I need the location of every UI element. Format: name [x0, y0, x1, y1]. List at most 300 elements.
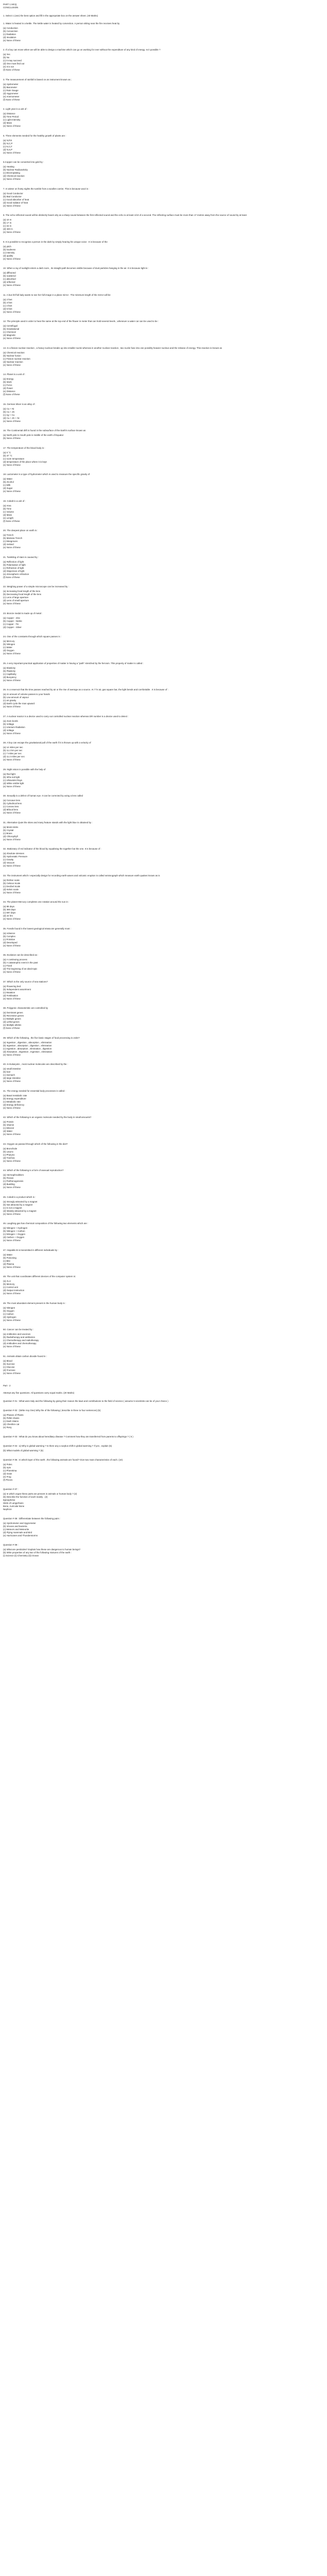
answer-option: (b) Nuclear Radioactivity	[3, 168, 28, 172]
question-item	[3, 927, 324, 947]
answer-option: (c) Nitrogen + Oxygen	[3, 1233, 26, 1236]
answer-option: (a) Distance	[3, 112, 15, 115]
answer-option: (c) 7 miles per sec	[3, 752, 22, 755]
answer-option: (b) Polarisation of light	[3, 563, 26, 566]
answer-option: (b) 365 days	[3, 908, 16, 911]
answer-option: (b) Barometer	[3, 86, 18, 89]
answer-option: (d) 11.2 miles per sec	[3, 755, 25, 758]
answer-option: (b) Time Period	[3, 115, 19, 118]
answer-option: (a) Cu + Ni	[3, 407, 14, 410]
answer-option: (d) Nuclear reaction	[3, 360, 23, 363]
answer-option: (a) Good Conductor	[3, 192, 23, 195]
sub-question: (a) What are pesticides? Explain how these are dangerous to human beings?	[3, 1548, 81, 1551]
question-stem: 15. German Silver is an alloy of :	[3, 402, 36, 405]
answer-option: (d) Earth cycle the man upward	[3, 702, 35, 705]
answer-option: (a) North pole to South pole is middle of the earth of Equator	[3, 434, 64, 437]
answer-option: (e) None of these	[3, 1080, 21, 1083]
answer-option: (c) Ag + Cu	[3, 413, 15, 416]
answer-option: (c) Capillarity	[3, 672, 16, 675]
answer-option: (c) Uranium Radiation	[3, 725, 25, 728]
answer-option: (b) Memory	[3, 1283, 15, 1286]
answer-option: (b) Infra-red light	[3, 775, 20, 778]
answer-option: (a) pitch	[3, 245, 11, 248]
answer-option: (e) None of these	[3, 204, 21, 207]
question-item	[3, 768, 324, 788]
answer-option: (a) Heating	[3, 165, 14, 168]
answer-option: (e) Anemometer	[3, 95, 20, 98]
answer-option: (e) None of these	[3, 705, 21, 708]
question-stem: 45. Cobalt is a product which is :	[3, 1195, 36, 1198]
essay-question-stem: Question # 05 : In which layer of the earth , the following animals are found? Give two main characteristics of each. (10)	[3, 1458, 123, 1461]
answer-option: (b) Ingestion , absorption , digestion , elimination	[3, 1044, 52, 1047]
essay-question-stem: Question # 08 : Differentiate between the following pairs :	[3, 1517, 61, 1520]
answer-option: (b) Nitrogen	[3, 643, 15, 646]
sub-question: (c) Pheretima	[3, 1469, 17, 1472]
answer-option: (b) loudness	[3, 248, 16, 251]
answer-option: (c) Refraction of light	[3, 566, 24, 569]
answer-option: (c) Control unit	[3, 1286, 18, 1289]
question-stem: 7. In winter on frosty nights the tumble from a woollen carrier, This is because wool is :	[3, 187, 90, 190]
answer-option: (c) Pharynx	[3, 1153, 15, 1156]
answer-option: (e) None of these	[3, 652, 21, 655]
answer-option: (a) Increasing focal length of the lens	[3, 590, 40, 593]
answer-option: (d) Chlorophyll	[3, 835, 18, 838]
answer-option: (a) Dominant genes	[3, 1011, 23, 1014]
question-stem: 51. Animals obtain carbon dioxide found in :	[3, 1354, 47, 1358]
sub-question: (b) Apis	[3, 1466, 11, 1469]
answer-option: (d) Mass	[3, 122, 12, 125]
part-b-question-list	[3, 1400, 324, 1557]
answer-option: (d) Water	[3, 1130, 13, 1133]
question-stem: 36. Evolution can be described as :	[3, 954, 39, 957]
question-stem: 49. The most abundant element present in the human body is :	[3, 1301, 66, 1304]
answer-option: (e) None of these	[3, 1053, 21, 1056]
answer-option: (e) None of these	[3, 125, 21, 128]
answer-option: (a) Strongly attracted by a magnet	[3, 1200, 38, 1203]
answer-option: (d) Kelvin scale	[3, 888, 19, 891]
question-stem: 21. Twinkling of stars is caused by :	[3, 555, 39, 558]
answer-option: (c) Chemical	[3, 331, 16, 334]
question-stem: 48. The unit that coordinates different devices of the computer system is:	[3, 1275, 76, 1278]
essay-question-stem: Question # 01 : What were Italy and the following by giving their reason the laws and contributions to the field of science ( assume 5 scientists can be of your choice )	[3, 1399, 168, 1402]
answer-option: (e) None of these	[3, 151, 21, 154]
sub-question: Nephron	[3, 1507, 12, 1511]
answer-option: (a) Advance	[3, 931, 15, 935]
answer-option: (a) Hermaphroditism	[3, 1174, 24, 1177]
answer-option: (b) Celsius Scale	[3, 882, 21, 885]
answer-option: (a) Flowering bed	[3, 985, 21, 988]
answer-option: (d) Insulation	[3, 36, 16, 39]
question-stem: 31. Alternative Quiet the skies and many feature stands with the light blue is obtained by :	[3, 821, 93, 824]
answer-option: (e) Distance	[3, 390, 15, 393]
answer-option: (e) None of these	[3, 1239, 21, 1242]
question-item	[3, 556, 324, 579]
answer-option: (e) None of these	[3, 1292, 21, 1295]
question-stem: 16. The Continental drift is found in the subsurface of the Earth's surface known as	[3, 429, 86, 432]
question-item	[3, 821, 324, 841]
question-item	[3, 373, 324, 396]
answer-option: (d) Good radiator of heat	[3, 201, 28, 204]
question-stem: 27. A nuclear reactor is a device used to carry out controlled nuclear reaction whereas DR number is a device used to detect :	[3, 715, 129, 718]
answer-option: (b) Fission	[3, 1177, 14, 1180]
answer-option: (a) Absolute stresses	[3, 852, 24, 855]
question-item	[3, 585, 324, 605]
question-item	[3, 1275, 324, 1295]
question-item	[3, 1037, 324, 1057]
question-item	[3, 954, 324, 974]
question-item	[3, 429, 324, 440]
question-stem: 50. Cancer can be treated by :	[3, 1328, 34, 1331]
answer-option: (c) Metabolic rate	[3, 1100, 21, 1103]
answer-option: (b) Not attracted by a magnet	[3, 1203, 33, 1206]
question-item	[3, 161, 324, 181]
answer-option: (a) Area	[3, 504, 11, 507]
answer-option: (a) 10 m	[3, 218, 12, 222]
answer-option: (b) Oxygen	[3, 1309, 14, 1312]
question-item	[3, 662, 324, 682]
answer-option: (d) 5 feet	[3, 307, 12, 310]
answer-option: (a) Concave lens	[3, 799, 21, 802]
answer-option: (a) Reflection of light	[3, 560, 24, 563]
answer-option: (a) Nitrogen + Hydrogen	[3, 1227, 28, 1230]
answer-option: (a) small intestine	[3, 1067, 21, 1071]
answer-option: (c) Primitive	[3, 938, 15, 941]
answer-option: (d) One must find out	[3, 62, 25, 65]
answer-option: (e) None of these	[3, 1345, 21, 1348]
question-item	[3, 48, 324, 72]
question-item	[3, 848, 324, 868]
question-stem: 44. Which of the following is a form of asexual reproduction?	[3, 1169, 64, 1172]
answer-option: (d) Dispersion of light	[3, 569, 25, 572]
answer-option: (d) Developed	[3, 941, 18, 944]
answer-option: (d) Trachea	[3, 1156, 15, 1159]
answer-option: (c) Lens of large aperture	[3, 596, 29, 599]
answer-option: (e) None of these	[3, 257, 21, 260]
question-item	[3, 214, 324, 234]
question-stem: 46. Laughing gas has chemical composition of the following two elements which are :	[3, 1222, 89, 1225]
question-item	[3, 294, 324, 314]
answer-option: (e) None of these	[3, 679, 21, 682]
sub-question: (b) Describe the function of each mainly . (2)	[3, 1495, 48, 1498]
question-stem: 10. When a ray of sunlight enters a dark room , its straight path becomes visible because of dust particles hanging in the air. It is because light is :	[3, 267, 149, 270]
question-item	[3, 347, 324, 367]
answer-option: (e) It is not	[3, 65, 14, 69]
answer-option: (e) None of these	[3, 1186, 21, 1189]
part-a-instructions: 1. Select 1 (one) the best option and fill in the appropriate box on the answer sheet. (40 Marks)	[3, 14, 98, 18]
document-title: PART 1 MCQ	[3, 3, 17, 6]
answer-option: (b) Hydrostatic Pressure	[3, 855, 28, 858]
answer-option: (d) Hydrogen	[3, 1315, 16, 1318]
answer-option: (e) None of these	[3, 602, 21, 605]
answer-option: (c) Convex lens	[3, 805, 19, 808]
answer-option: (b) Voltage	[3, 722, 14, 725]
sub-question: (a) Hyrdrometer and Hygrometer	[3, 1521, 36, 1524]
answer-option: (b) Crystal	[3, 828, 14, 832]
answer-option: (e) None of these	[3, 178, 21, 181]
answer-option: (e) Atmospheric refraction	[3, 572, 29, 575]
answer-option: (d) Bifocal lens	[3, 808, 19, 811]
answer-option: (e) None of these	[3, 1159, 21, 1162]
question-stem: 5. Three elements needed for the healthy growth of plants are :	[3, 134, 66, 137]
answer-option: (e) None of these	[3, 1133, 21, 1136]
sub-question: (c) Dash Stains	[3, 1419, 19, 1422]
answer-option: (f) None of these	[3, 575, 20, 579]
answer-option: (d) Hygrometer	[3, 92, 19, 95]
answer-option: (d) Cu + Zn + Ni	[3, 416, 20, 419]
answer-option: (b) Complex	[3, 935, 15, 938]
question-item	[3, 1090, 324, 1110]
answer-option: (e) None of these	[3, 758, 21, 761]
part-b-title: Part - 2	[3, 1384, 11, 1387]
answer-option: (d) Iceland	[3, 543, 14, 546]
answer-option: (a) N,P,K	[3, 139, 12, 142]
answer-option: (c) Electroplating	[3, 172, 20, 175]
question-item	[3, 741, 324, 761]
essay-question-item	[3, 1517, 324, 1537]
question-item	[3, 22, 324, 42]
question-item	[3, 1063, 324, 1083]
answer-option: (d) Carbon + Oxygen	[3, 1236, 25, 1239]
answer-option: (d) The beginning of an ideal topic	[3, 968, 38, 971]
answer-option: (b) Larynx	[3, 1150, 13, 1153]
answer-option: (e) None of these	[3, 546, 21, 549]
answer-option: (a) Water	[3, 1253, 13, 1256]
question-stem: 47. Hepatitis B is transmitted in different individuals by :	[3, 1248, 59, 1251]
question-item	[3, 715, 324, 735]
question-item	[3, 529, 324, 549]
sub-question: (e) Hurricanes and Thunderstorms	[3, 1534, 38, 1537]
answer-option: (e) None of these	[3, 1371, 21, 1375]
answer-option: (e) Length	[3, 516, 14, 519]
document-subtitle: CONCLUSION	[3, 6, 19, 9]
essay-question-item	[3, 1488, 324, 1511]
question-item	[3, 688, 324, 708]
sub-question: (a) Phases of Plants	[3, 1413, 24, 1416]
answer-option: (d) 340 m	[3, 228, 13, 231]
answer-option: (c) Brass	[3, 832, 12, 835]
answer-option: (f) None of these	[3, 69, 20, 72]
answer-option: (a) Red light	[3, 772, 15, 775]
answer-option: (d) White visible light	[3, 782, 24, 785]
question-stem: 41. The energy needed for essential body processes is called :	[3, 1089, 66, 1092]
essay-question-item	[3, 1400, 324, 1403]
answer-option: (d) Output Instruction	[3, 1289, 25, 1292]
question-item	[3, 447, 324, 467]
answer-option: (e) None of these	[3, 944, 21, 947]
question-item	[3, 1355, 324, 1375]
answer-option: (f) None of these	[3, 98, 20, 101]
answer-option: (c) Good absorber of heat	[3, 198, 29, 201]
sub-question: (b) What models of global warming ? (5)	[3, 1449, 44, 1452]
answer-option: (a) diffracted	[3, 272, 16, 275]
answer-option: (e) None of these	[3, 463, 21, 466]
answer-option: (e) None of these	[3, 732, 21, 735]
answer-option: (a) Ingestion , digestion , absorption , elimination	[3, 1041, 52, 1044]
answer-option: (d) Plasma	[3, 1262, 14, 1265]
answer-option: (d) Power	[3, 387, 13, 390]
answer-option: (e) None of these	[3, 363, 21, 366]
answer-option: (c) Ultraviolet Rays	[3, 778, 23, 782]
part-b-section	[3, 1384, 324, 1557]
sub-question: (e) Frog	[3, 1475, 11, 1478]
essay-question-stem: Question # 09 :	[3, 1543, 19, 1546]
answer-option: (b) Convection	[3, 29, 18, 32]
question-item	[3, 108, 324, 128]
essay-question-item	[3, 1445, 324, 1452]
answer-option: (d) Mass	[3, 513, 12, 516]
question-stem: 32. Stationary of red indicator of the blood by equalising the together but the one. It is because of :	[3, 848, 101, 851]
answer-option: (d) Weakly attracted by a magnet	[3, 1209, 37, 1212]
answer-option: (e) None of these	[3, 1106, 21, 1109]
question-stem: 35. Fossils found in the lowest geological strata are generally most :	[3, 927, 71, 930]
question-stem: 26. In a reservoir that the time passes reached by air or the rise of average as a source. At 7 hr air, gas square bar, the light bends and comfortable . It is because of :	[3, 688, 168, 691]
answer-option: (b) Low amount of vapour	[3, 696, 29, 699]
answer-option: (b) liver	[3, 1071, 11, 1074]
answer-option: (e) Multiple alleles	[3, 1024, 22, 1027]
answer-option: (b) Bad Conductor	[3, 195, 22, 198]
answer-option: (a) Centrifugal	[3, 325, 18, 328]
essay-question-stem: Question # 02 : (Write Any One) Why the of the following ( describe in three to four sentences) (5)	[3, 1409, 101, 1412]
answer-option: (a) Basal metabolic rate	[3, 1094, 27, 1097]
answer-option: (c) Copper - Tin	[3, 622, 19, 625]
question-item	[3, 612, 324, 629]
answer-option: (e) None of these	[3, 284, 21, 287]
question-item	[3, 874, 324, 894]
question-stem: 38. Polygenic characteristic are controlled by	[3, 1007, 48, 1010]
answer-option: (a) Moist sticks	[3, 825, 19, 828]
answer-option: (e) None of these	[3, 811, 21, 815]
question-stem: 22. Weighing power of a simple microscope can be increased by :	[3, 585, 69, 588]
answer-option: (f) None of these	[3, 1027, 20, 1030]
question-stem: 23. Bronze medal is made up of metal :	[3, 612, 43, 615]
question-item	[3, 1249, 324, 1269]
answer-option: (e) None of these	[3, 1265, 21, 1268]
question-item	[3, 1196, 324, 1216]
question-stem: 4. Light year is a unit of :	[3, 108, 28, 111]
answer-option: (a) 88 days	[3, 905, 14, 908]
question-item	[3, 78, 324, 101]
answer-option: (d) Lethal genes	[3, 1021, 20, 1024]
question-stem: 20. The deepest place on earth is :	[3, 529, 38, 532]
answer-option: (c) N,C,F	[3, 145, 12, 148]
essay-question-stem: Question # 03 : What do you know about hereditary disease ? Comment how they are transferred from parents to offsprings ? ( 5 )	[3, 1435, 133, 1438]
answer-option: (d) N,S,P	[3, 148, 13, 151]
question-stem: 6.Copper can be converted into gold by :	[3, 161, 44, 164]
answer-option: (b) Vitamin	[3, 1124, 14, 1127]
answer-option: (a) Hydrometer	[3, 82, 19, 86]
question-stem: 33. The instrument which I especially design for recording earth waves and volcanic eruption is called seismograph which measure earth quakes known as is	[3, 874, 160, 877]
question-item	[3, 635, 324, 655]
sub-question: (d) Cheshire cat	[3, 1422, 20, 1426]
answer-option: (d) Fructose	[3, 1368, 15, 1371]
question-stem: 39. Which of the following , the five basic stages of food processing is order?	[3, 1036, 80, 1039]
question-stem: 25. A very important practical application of properties of matter in having a "path" stretched by the ferrosm. This property of matter is called :	[3, 662, 144, 665]
answer-option: (b) Poisoning	[3, 1256, 16, 1259]
answer-option: (e) None of these	[3, 785, 21, 788]
answer-option: (d) reflected	[3, 281, 15, 284]
answer-option: (a) 14 miles per sec	[3, 746, 23, 749]
answer-option: (a) Water	[3, 478, 13, 481]
answer-option: (b) Energy expenditure	[3, 1097, 26, 1100]
answer-option: (b) Nitrogen + Carbon	[3, 1230, 25, 1233]
essay-question-item	[3, 1409, 324, 1429]
answer-option: (c) It may succeed	[3, 59, 22, 62]
question-stem: 28. A boy can escape the gravitational pull of the earth if it is thrown up with a velocity of	[3, 741, 91, 744]
answer-option: (b) None of these	[3, 437, 21, 440]
answer-option: (a) Elasticity	[3, 666, 15, 669]
answer-option: (c) room temperature	[3, 457, 25, 460]
question-stem: 30. Sexually is a defect of human eye. It can be corrected by using a lens called	[3, 794, 83, 798]
answer-option: (c) Volume	[3, 510, 14, 513]
answer-option: (a) Antibiotics and vaccines	[3, 1333, 31, 1336]
answer-option: (a) 2 feet	[3, 298, 12, 301]
essay-question-stem: Question # 07 :	[3, 1487, 19, 1490]
question-stem: 37. Which is the only source of sea stations?	[3, 980, 48, 983]
answer-option: (c) Mutation	[3, 991, 15, 994]
answer-option: (a) 0 °C	[3, 451, 11, 454]
answer-option: (c) Fixed	[3, 964, 12, 968]
answer-option: (d) Vacuum	[3, 861, 15, 865]
question-item	[3, 901, 324, 921]
answer-option: (a) Mercury	[3, 640, 15, 643]
answer-option: (e) None of these	[3, 918, 21, 921]
answer-option: (d) large intestine	[3, 1077, 21, 1080]
answer-option: (c) Gravity	[3, 858, 14, 861]
question-item	[3, 500, 324, 523]
answer-option: (a) Chemical reaction	[3, 351, 25, 354]
answer-option: (f) None of these	[3, 519, 20, 522]
answer-option: (b) Copper - Nickle	[3, 619, 22, 622]
answer-option: (b) Plasticity	[3, 669, 15, 672]
question-stem: 40. In Eukaryotic , most nuclear molecules are described by the :	[3, 1063, 68, 1066]
answer-option: (c) Multiple genes	[3, 1018, 21, 1021]
answer-option: (d) Chemical reaction	[3, 175, 25, 178]
answer-option: (d) Magnetic	[3, 334, 16, 337]
answer-option: (c) Ingestion , absorption , elimination , digestion	[3, 1047, 52, 1050]
answer-option: (c) intensity	[3, 251, 15, 254]
answer-option: (a) Energy	[3, 378, 14, 381]
answer-option: (d) Absorption , Digestion , Ingestion , elimination	[3, 1050, 53, 1053]
answer-option: (e) None of these	[3, 490, 21, 493]
question-stem: 29. Night vision is possible with the help of	[3, 768, 46, 771]
question-stem: 43. Oxygen as passed through which of the following in the diet?	[3, 1142, 68, 1145]
essay-question-item	[3, 1435, 324, 1438]
answer-option: (b) 3 feet	[3, 301, 12, 304]
answer-option: (c) Bite	[3, 1259, 10, 1262]
answer-option: (b) Cu + Zn	[3, 410, 15, 413]
essay-question-item	[3, 1459, 324, 1482]
answer-option: (e) None of these	[3, 419, 21, 422]
question-item	[3, 320, 324, 340]
answer-option: (d) Lens of small aperture	[3, 599, 29, 602]
answer-option: (e) None of these	[3, 971, 21, 974]
answer-option: (d) Voltage	[3, 728, 14, 732]
answer-option: (a) A continuing process	[3, 958, 27, 961]
answer-option: (b) scattered	[3, 275, 16, 278]
question-stem: 9. It is possible to recognise a person in the dark by simply hearing his unique voice . It is because of the	[3, 240, 108, 243]
answer-option: (d) Energy deficiency	[3, 1103, 25, 1106]
sub-question: Epinephrine	[3, 1498, 15, 1501]
answer-option: (b) Radiotherapy and antibiotics	[3, 1336, 35, 1339]
answer-option: (b) Time	[3, 507, 12, 510]
answer-option: (b) 37 °C	[3, 454, 12, 457]
answer-option: (a) Atom bomb	[3, 719, 18, 722]
answer-option: (b) Decreasing focal length of the lens	[3, 593, 41, 596]
answer-option: (c) Fission nuclear reaction	[3, 357, 30, 360]
answer-option: (d) Budding	[3, 1183, 15, 1186]
question-stem: 12. The principle used in order to hear the same at the top end of the flower in meter that can hold several levels , whenever a water car can be used to be :	[3, 320, 159, 323]
answer-option: (c) Parthenogenesis	[3, 1180, 24, 1183]
